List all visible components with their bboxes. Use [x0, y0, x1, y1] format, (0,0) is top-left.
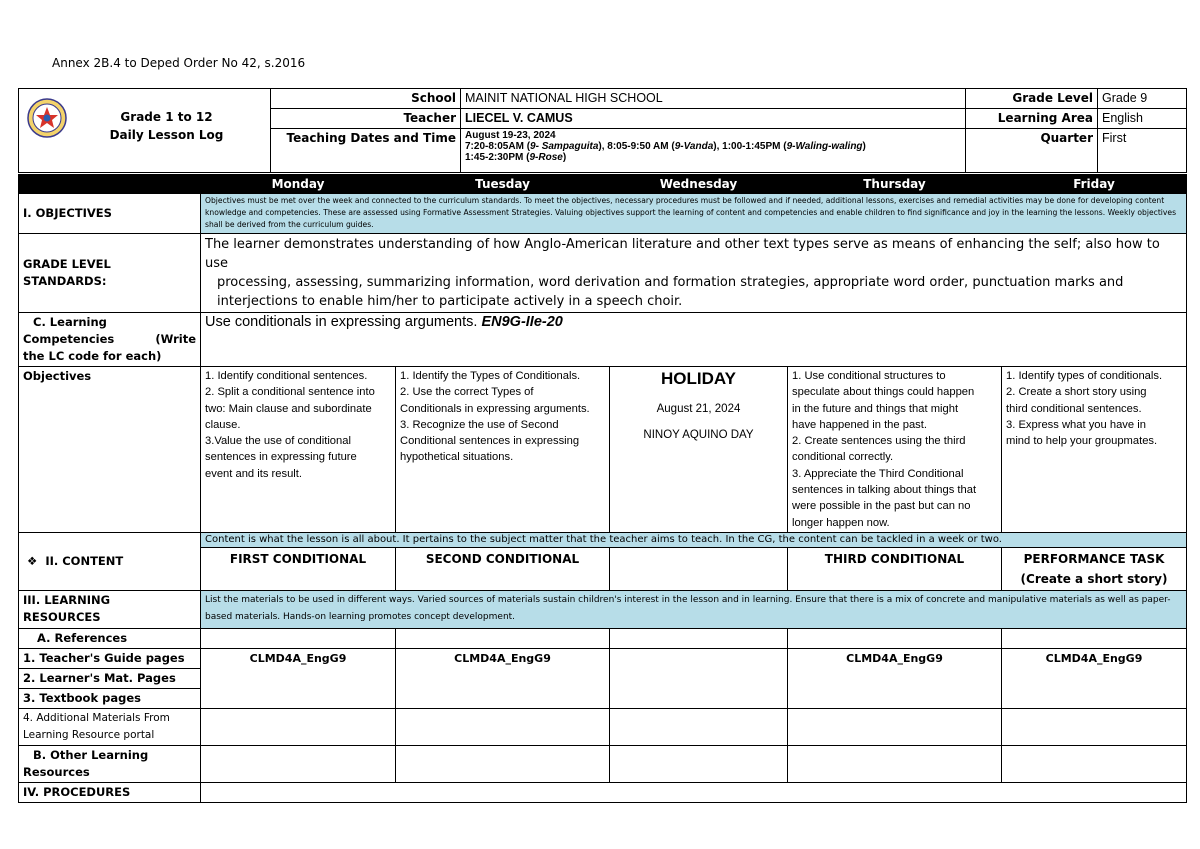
grade-level-label: Grade Level [966, 89, 1098, 109]
school-value: MAINIT NATIONAL HIGH SCHOOL [461, 89, 966, 109]
content-thursday: THIRD CONDITIONAL [788, 547, 1002, 590]
textbook-label: 3. Textbook pages [19, 688, 201, 708]
procedures-label: IV. PROCEDURES [19, 782, 201, 802]
learners-material-label: 2. Learner's Mat. Pages [19, 668, 201, 688]
additional-materials-label: 4. Additional Materials From Learning Resource portal [19, 708, 201, 745]
day-monday: Monday [201, 175, 396, 194]
learning-area-label: Learning Area [966, 109, 1098, 129]
teachers-guide-label: 1. Teacher's Guide pages [19, 648, 201, 668]
annex-reference: Annex 2B.4 to Deped Order No 42, s.2016 [52, 56, 306, 70]
resources-note: List the materials to be used in different ways. Varied sources of materials sustain children's interest in the lesson and in learning. Ensure that there is a mix of concrete and manipulative materials as well as paper-based materials. Hands-on learning promotes concept development. [201, 590, 1187, 628]
header-table [18, 88, 1187, 173]
resources-label: III. LEARNING RESOURCES [19, 590, 201, 628]
day-thursday: Thursday [788, 175, 1002, 194]
standards-label: GRADE LEVEL STANDARDS: [19, 234, 201, 313]
content-wednesday [610, 547, 788, 590]
teaching-dates-label: Teaching Dates and Time [271, 129, 461, 173]
learning-area-value: English [1098, 109, 1187, 129]
competency-code: EN9G-IIe-20 [481, 314, 563, 330]
header-title-cell [19, 89, 271, 173]
objectives-wednesday-holiday [610, 367, 788, 533]
tg-thursday: CLMD4A_EngG9 [788, 648, 1002, 708]
objectives-thursday: 1. Use conditional structures to speculate about things could happen in the future and things that might have happened in the past. 2. Create sentences using the third conditional correctly. 3. Appreciate the Third Conditional sentences in talking about things that were possible in the past but can no longer happen now. [788, 367, 1002, 533]
objectives-note: Objectives must be met over the week and connected to the curriculum standards. To meet the objectives, necessary procedures must be followed and if needed, additional lessons, exercises and remedial activities may be done for developing content knowledge and competencies. These are assessed using Formative Assessment Strategies. Valuing objectives support the learning of content and competencies and enable children to find significance and joy in the learning the lessons. Weekly objectives shall be derived from the curriculum guides. [201, 194, 1187, 234]
tg-friday: CLMD4A_EngG9 [1002, 648, 1187, 708]
objectives-label: I. OBJECTIVES [19, 194, 201, 234]
day-wednesday: Wednesday [610, 175, 788, 194]
competencies-label: C. Learning Competencies (Write the LC code for each) [19, 313, 201, 367]
daily-lesson-log-title: Daily Lesson Log [109, 128, 224, 142]
dates-line-2: 7:20-8:05AM (9- Sampaguita), 8:05-9:50 AM (9-Vanda), 1:00-1:45PM (9-Waling-waling) [465, 141, 866, 152]
tg-wednesday [610, 648, 788, 708]
grade-level-value: Grade 9 [1098, 89, 1187, 109]
content-friday: PERFORMANCE TASK (Create a short story) [1002, 547, 1187, 590]
dates-line-3: 1:45-2:30PM (9-Rose) [465, 152, 567, 163]
procedures-cell [201, 782, 1187, 802]
tg-tuesday: CLMD4A_EngG9 [396, 648, 610, 708]
deped-seal-icon [27, 98, 67, 138]
standards-text: The learner demonstrates understanding of how Anglo-American literature and other text types serve as means of enhancing the self; also how to use processing, assessing, summarizing information, word derivation and formation strategies, appropriate word order, punctuation marks and interjections to enable him/her to participate actively in a speech choir. [201, 234, 1187, 313]
holiday-date: August 21, 2024 [656, 403, 741, 415]
grade-title: Grade 1 to 12 [120, 110, 213, 124]
content-monday: FIRST CONDITIONAL [201, 547, 396, 590]
holiday-name: NINOY AQUINO DAY [643, 429, 754, 441]
competency-text: Use conditionals in expressing arguments. EN9G-IIe-20 [201, 313, 1187, 367]
objectives-friday: 1. Identify types of conditionals. 2. Create a short story using third conditional sentences. 3. Express what you have in mind to help your groupmates. [1002, 367, 1187, 533]
tg-monday: CLMD4A_EngG9 [201, 648, 396, 708]
teacher-value: LIECEL V. CAMUS [461, 109, 966, 129]
quarter-label: Quarter [966, 129, 1098, 173]
daily-objectives-label: Objectives [19, 367, 201, 533]
references-label: A. References [19, 628, 201, 648]
day-header-blank [19, 175, 201, 194]
other-resources-label: B. Other Learning Resources [19, 745, 201, 782]
objectives-monday: 1. Identify conditional sentences. 2. Split a conditional sentence into two: Main clause and subordinate clause. 3.Value the use of conditional sentences in expressing future event and its result. [201, 367, 396, 533]
holiday-title: HOLIDAY [661, 369, 736, 388]
quarter-value: First [1098, 129, 1187, 173]
lesson-log-table [18, 174, 1187, 803]
dates-line-1: August 19-23, 2024 [465, 130, 556, 141]
content-label: ❖ II. CONTENT [19, 532, 201, 590]
teaching-dates-value [461, 129, 966, 173]
content-note: Content is what the lesson is all about. It pertains to the subject matter that the teacher aims to teach. In the CG, the content can be tackled in a week or two. [201, 532, 1187, 547]
objectives-tuesday: 1. Identify the Types of Conditionals. 2. Use the correct Types of Conditionals in expressing arguments. 3. Recognize the use of Second Conditional sentences in expressing hypothetical situations. [396, 367, 610, 533]
day-tuesday: Tuesday [396, 175, 610, 194]
diamond-bullet-icon: ❖ [27, 553, 38, 568]
school-label: School [271, 89, 461, 109]
content-tuesday: SECOND CONDITIONAL [396, 547, 610, 590]
teacher-label: Teacher [271, 109, 461, 129]
day-friday: Friday [1002, 175, 1187, 194]
